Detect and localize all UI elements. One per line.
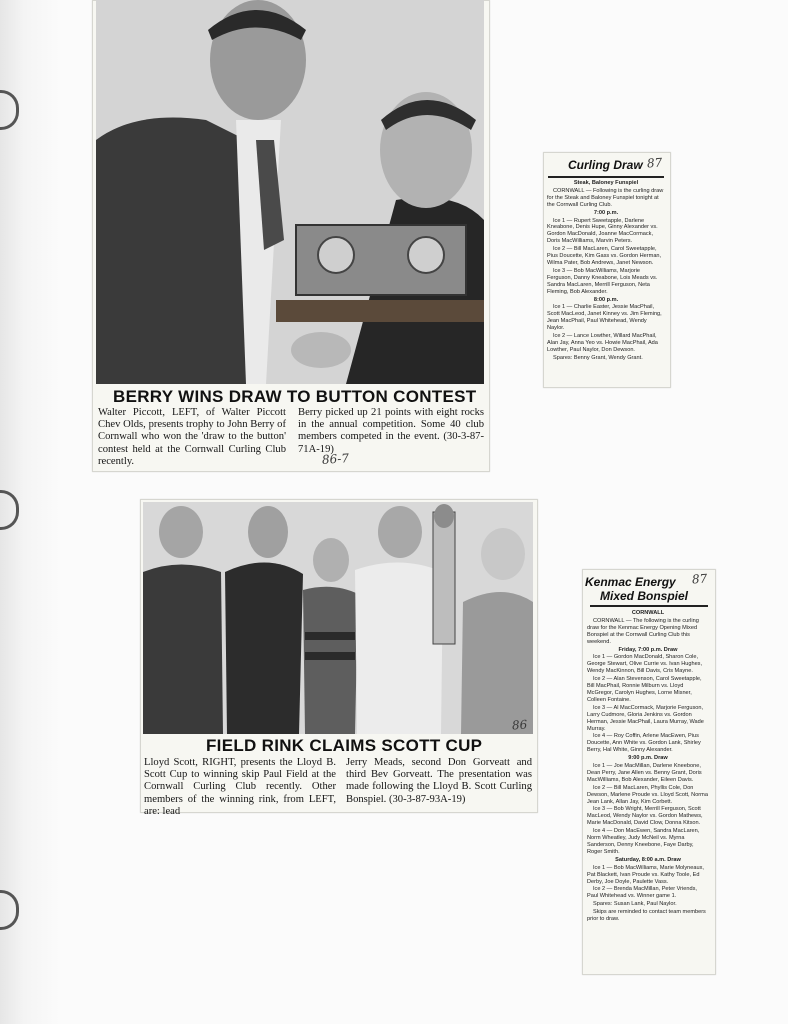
draw-paragraph: Ice 3 — Al MacCormack, Marjorie Ferguson, Larry Cudmore, Gloria Jenkins vs. Gordon Herman, Jessie MacPhail, Laura Murray, Wade Murray. [587,704,704,732]
draw-paragraph: Ice 4 — Roy Coffin, Arlene MacEwen, Pius Doucette, Ann White vs. Gordon Lank, Shirley Berry, Hal White, Ginny Alexander. [587,733,701,754]
draw-paragraph: Spares: Benny Grant, Wendy Grant. [553,354,643,361]
draw-paragraph: Ice 2 — Brenda MacMillan, Peter Vriends, Paul Whitehead vs. Winner game 1. [587,886,697,900]
kenmac-title-line1: Kenmac Energy [585,575,676,589]
draw-paragraph: CORNWALL — Following is the curling draw for the Steak and Baloney Funspiel tonight at the Cornwall Curling Club. [547,187,664,208]
draw-time: 7:00 p.m. [593,209,619,216]
title-rule [590,605,708,607]
draw-paragraph: Ice 3 — Bob MacWilliams, Marjorie Ferguson, Danny Kneabone, Lois Meads vs. Sandra MacLaren, Merrill Ferguson, Neta Fleming, Bob Alexander. [547,267,658,295]
draw-paragraph: Ice 2 — Bill MacLaren, Carol Sweetapple, Pius Doucette, Kim Gass vs. Gordon Herman, Wilma Pater, Bob Andrews, Janet Newson. [547,246,662,266]
draw-time: Saturday, 8:00 a.m. Draw [615,856,681,863]
handwritten-note: 87 [691,571,708,587]
handwritten-note: 86 [511,717,528,733]
handwritten-note: 86-7 [321,451,350,467]
article-berry-caption-col2: Berry picked up 21 points with eight rocks in the annual competition. Some 40 club members competed in the event. (30-3-87-71A-19) [298,407,484,455]
draw-paragraph: Ice 2 — Lance Lowther, Willard MacPhail, Alan Jay, Anna Yeo vs. Howie MacPhail, Ada Lowther, Paul Naylor, Don Dewson. [547,333,658,353]
photo-trophy-presentation [96,0,484,384]
article-field-caption-col2: Jerry Meads, second Don Gorveatt and third Bev Gorveatt. The presentation was made following the Lloyd B. Scott Curling Bonspiel. (30-3-87-93A-19) [346,757,532,805]
article-berry-headline: BERRY WINS DRAW TO BUTTON CONTEST [113,387,477,406]
article-berry-caption-col1: Walter Piccott, LEFT, of Walter Piccott Chev Olds, presents trophy to John Berry of Cornwall who won the 'draw to the button' contest held at the Cornwall Curling Club recently. [98,407,286,467]
kenmac-title-line2: Mixed Bonspiel [600,589,689,603]
article-field-headline: FIELD RINK CLAIMS SCOTT CUP [206,736,483,755]
draw-time: 9:00 p.m. Draw [628,755,668,762]
handwritten-note: 87 [646,155,663,171]
draw-paragraph: Ice 3 — Bob Wright, Merrill Ferguson, Scott MacLeod, Wendy Naylor vs. Gordon Mathews, Marie MacDonald, David Clow, Donna Kitson. [587,806,703,827]
draw-paragraph: Ice 1 — Gordon MacDonald, Sharon Cole, George Stewart, Olive Currie vs. Ivan Hughes, Wendy MacKinnon, Bill Davis, Cris Mayne. [587,654,703,675]
draw-paragraph: Ice 2 — Alan Stevenson, Carol Sweetapple, Bill MacPhail, Ronnie Milburn vs. Lloyd McGregor, Carolyn Hughes, Lorne Misner, Colleen Fontaine. [587,676,702,703]
draw-paragraph: Skips are reminded to contact team members prior to draw. [587,909,706,923]
curling-draw-title: Curling Draw [568,158,643,172]
draw-paragraph: Ice 1 — Joe MacMillan, Darlene Kneebone, Dean Perry, Jane Allen vs. Benny Grant, Doris MacWilliams, Bob Alexander, Eileen Davis. [587,763,702,783]
draw-paragraph: Ice 4 — Don MacEwen, Sandra MacLaren, Norm Wheatley, Judy McNeil vs. Myrna Sanderson, Denny Kneebone, Faye Darby, Roger Smith. [587,828,700,855]
kenmac-bonspiel-body [587,610,709,970]
draw-paragraph: Ice 1 — Bob MacWilliams, Marie Molyneaux, Pat Blackett, Ivan Proude vs. Kathy Toole, Ed Derby, Joe Doyle, Paulette Vass. [587,864,704,885]
kenmac-subtitle: CORNWALL [631,610,665,616]
photo-scott-cup-team [143,502,533,734]
draw-time: Friday, 7:00 p.m. Draw [618,646,678,653]
draw-paragraph: Ice 1 — Rupert Sweetapple, Darlene Kneabone, Denis Hupe, Ginny Alexander vs. Gordon MacDonald, Joanne MacCormack, Doris MacWilliams, Marvin Peters. [547,217,658,245]
title-rule [548,176,664,178]
draw-paragraph: Ice 1 — Charlie Easter, Jessie MacPhail, Scott MacLeod, Janet Kinney vs. Jim Fleming, Jean MacPhail, Paul Whitehead, Wendy Naylor. [547,304,662,332]
draw-paragraph: Spares: Susan Lank, Paul Naylor. [593,901,677,908]
draw-paragraph: CORNWALL — The following is the curling draw for the Kenmac Energy Opening Mixed Bonspiel at the Cornwall Curling Club this weekend. [587,617,699,645]
curling-draw-subtitle: Steak, Baloney Funspiel [573,180,639,186]
article-field-caption-col1: Lloyd Scott, RIGHT, presents the Lloyd B. Scott Cup to winning skip Paul Field at the Cornwall Curling Club recently. Other members of the winning rink, from LEFT, are: lead [144,757,336,817]
draw-paragraph: Ice 2 — Bill MacLaren, Phyllis Cole, Don Dewson, Marlene Proude vs. Lloyd Scott, Norma Jean Lank, Allan Jay, Kim Corbett. [587,784,708,805]
curling-draw-body [547,180,665,384]
draw-time: 8:00 p.m. [593,296,619,303]
